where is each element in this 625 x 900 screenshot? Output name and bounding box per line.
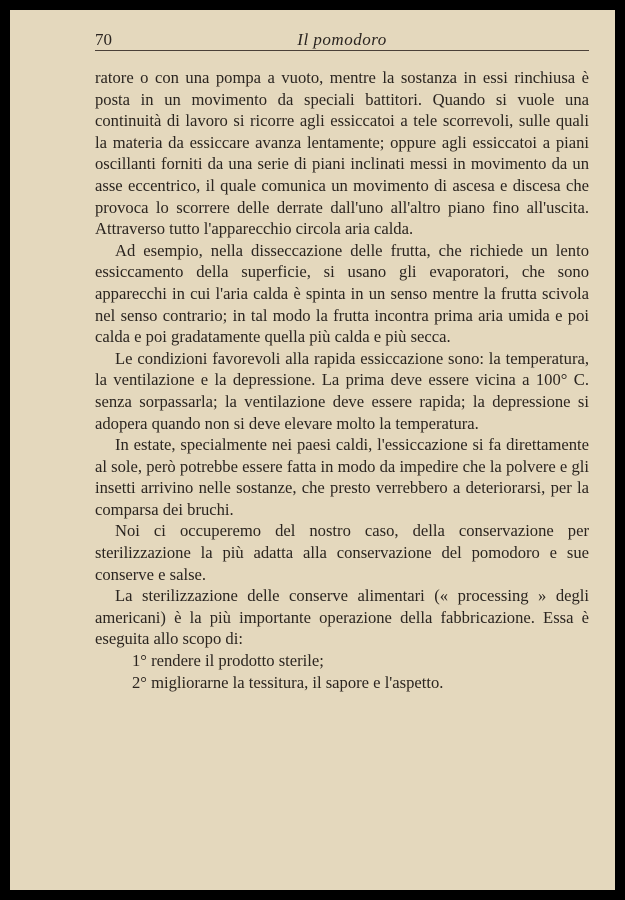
paragraph: La sterilizzazione delle conserve alimentari (« processing » degli americani) è la più importante operazione della fabbricazione. Essa è eseguita allo scopo di:	[95, 586, 589, 649]
running-title: Il pomodoro	[297, 30, 387, 49]
paragraph: Le condizioni favorevoli alla rapida essiccazione sono: la temperatura, la ventilazione e la depressione. La prima deve essere vicina a 100° C. senza sorpassarla; la ventilazione deve essere rapida; la depressione si adopera quando non si deve elevare molto la temperatura.	[95, 348, 589, 433]
list-item: 2° migliorarne la tessitura, il sapore e l'aspetto.	[132, 672, 444, 692]
paragraph: In estate, specialmente nei paesi caldi, l'essiccazione si fa direttamente al sole, però potrebbe essere fatta in modo da impedire che la polvere e gli insetti arrivino nelle sostanze, che presto verrebbero a deteriorarsi, per la comparsa dei bruchi.	[95, 435, 589, 519]
page-header	[95, 22, 589, 48]
page-number: 70	[95, 30, 112, 49]
page-body	[95, 67, 589, 693]
paragraph: ratore o con una pompa a vuoto, mentre la sostanza in essi rinchiusa è posta in un movimento da speciali battitori. Quando si vuole una continuità di lavoro si ricorre agli essiccatoi a tele scorrevoli, sulle quali la materia da essiccare avanza lentamente; oppure agli essiccatoi a piani oscillanti forniti da una serie di piani inclinati messi in movimento da un asse eccentrico, il quale comunica un movimento di ascesa e discesa che provoca lo scorrere delle derrate dall'uno all'altro piano fino all'uscita. Attraverso tutto l'apparecchio circola aria calda.	[95, 68, 589, 239]
list-item: 1° rendere il prodotto sterile;	[132, 651, 324, 671]
paragraph: Ad esempio, nella disseccazione delle frutta, che richiede un lento essiccamento della superficie, si usano gli evaporatori, che sono apparecchi in cui l'aria calda è spinta in un senso mentre la frutta scivola nel senso contrario; in tal modo la frutta incontra prima aria umida e poi calda e poi gradatamente quella più calda e più secca.	[95, 240, 589, 347]
paragraph: Noi ci occuperemo del nostro caso, della conservazione per sterilizzazione la più adatta alla conservazione del pomodoro e sue conserve e salse.	[95, 521, 589, 584]
book-page	[10, 10, 615, 890]
header-rule	[95, 50, 589, 51]
